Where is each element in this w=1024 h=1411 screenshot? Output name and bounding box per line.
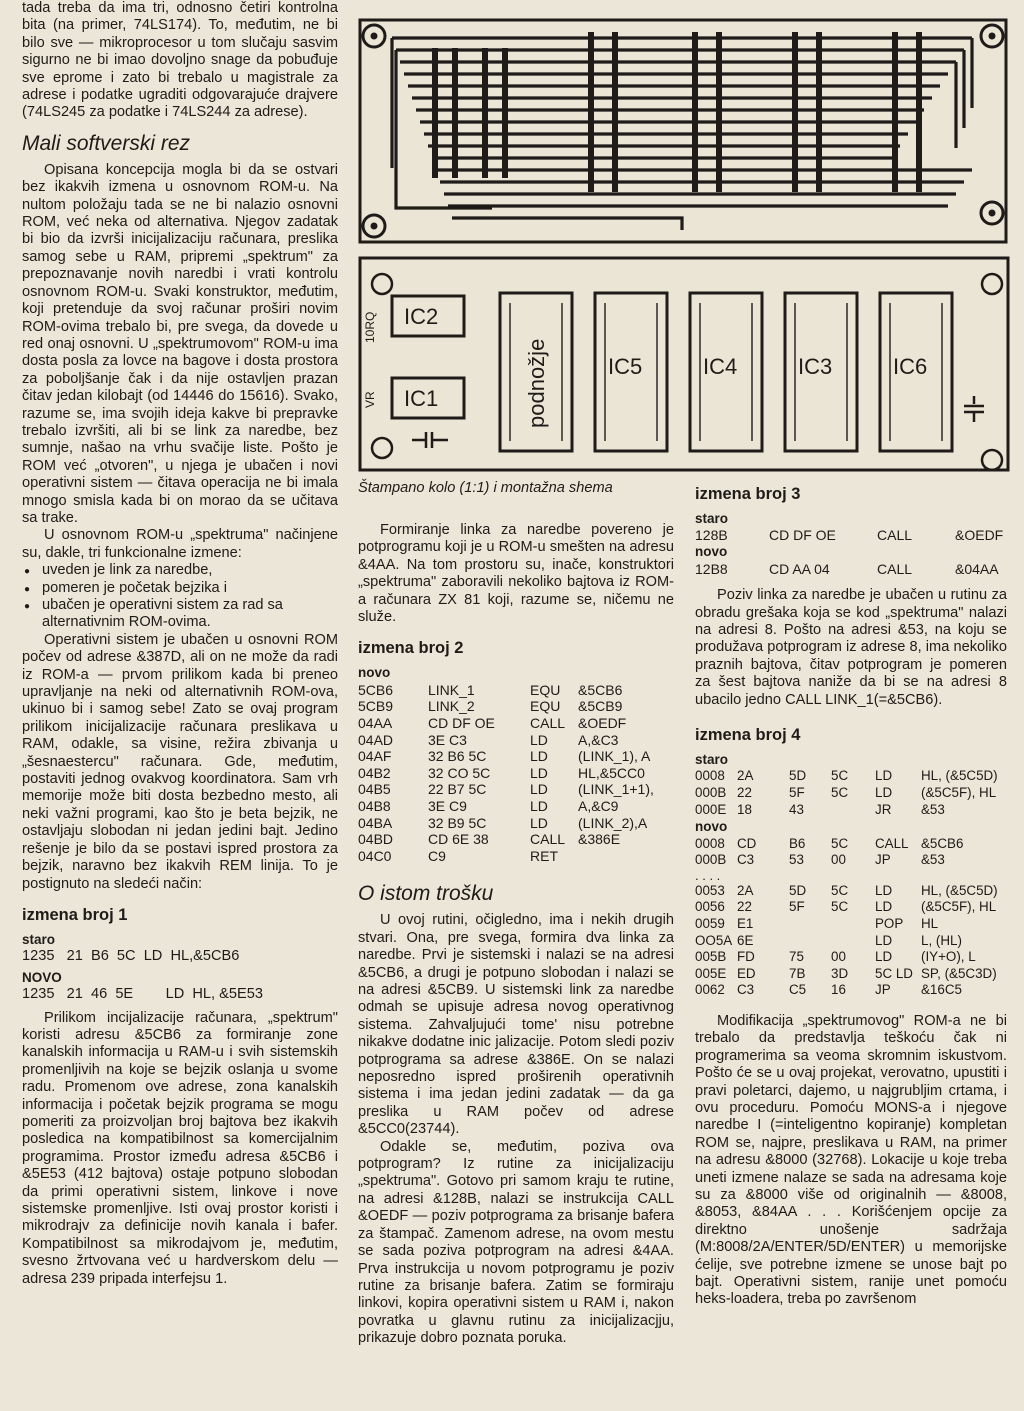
table-cell: LINK_1: [428, 681, 475, 698]
modification-4-title: izmena broj 4: [695, 726, 801, 745]
table-cell: 5CB9: [358, 698, 394, 715]
new-label: novo: [695, 819, 728, 835]
table-row: [695, 883, 1007, 900]
list-item: ● pomeren je početak bejzika i: [42, 580, 338, 597]
table-cell: &5CB6: [921, 835, 964, 851]
table-cell: &5CB6: [578, 681, 623, 698]
table-cell: (&5C5F), HL: [921, 899, 997, 915]
table-cell: C5: [789, 982, 807, 998]
pcb-side-label: VR: [363, 391, 377, 408]
paragraph: Operativni sistem je ubačen u osnovni ROM počev od adrese &387D, ali on ne može da radi iz ROM-a — prvom prilikom kada bi preneo upravljanje na neki od alternativnih ROM-ova, ukinuo bi i samog sebe! Zato se ovaj program prilikom inicijalizacije računara preslikava u RAM, odakle, sa visine, režira zbivanja u „šesnaestercu" računara. Gde, međutim, postaviti jednog ovakvog koordinatora. Sam vrh memorije može biti dosta bezbedno mesto, ali neki važni programi, kao što je beta bejzik, ne ostavljaju slobodan ni jedan jedini bajt. Jedino rešenje je bilo da se postavi ispred prostora za bejzik, naravno bez ikakvih REM linija. To je postignuto na sledeći način:: [22, 631, 338, 892]
table-cell: LD: [530, 764, 548, 781]
table-cell: 04C0: [358, 847, 392, 864]
table-cell: [789, 916, 831, 933]
table-cell: LD: [875, 882, 893, 898]
table-cell: POP: [875, 916, 904, 931]
paragraph: U ovoj rutini, očigledno, ima i nekih drugih stvari. Ona, pre svega, formira dva linka za naredbe. Prvi je sistemski i nalazi se na adresi &5CB6, a drugi je potpuno slobodan i nalazi se na adresi &5CB9. U sistemski link za naredbe odmah se upisuje adresa novog operativnog sistema. Zahvaljujući tome' nisu potrebne nikakve dodatne inic jalizacije. Potom sledi poziv potprograma sa adrese &386E. On se nalazi neposredno ispred proširenih operativnih sistema i ima jedan jedini zadatak — da ga preslika u RAM počev od adrese &5CC0(23744).: [358, 912, 674, 1138]
table-cell: [789, 933, 831, 950]
table-cell: 3E C3: [428, 731, 467, 748]
table-row: [358, 748, 654, 765]
table-cell: 12B8: [695, 560, 728, 577]
code-table: [695, 527, 1007, 577]
table-row: [358, 715, 654, 732]
table-cell: 3E C9: [428, 798, 467, 814]
table-cell: OO5A: [695, 932, 733, 948]
table-cell: 32 B6 5C: [428, 748, 487, 765]
table-cell: 0008: [695, 768, 725, 784]
new-label: novo: [695, 544, 728, 559]
table-row: [358, 781, 654, 798]
table-cell: LD: [875, 785, 893, 801]
table-cell: 5C: [831, 768, 849, 784]
table-cell: 5C LD: [875, 965, 913, 981]
table-cell: CALL: [875, 835, 909, 851]
figure-caption: Štampano kolo (1:1) i montažna shema: [358, 480, 613, 496]
table-cell: 04AF: [358, 748, 392, 765]
paragraph: Opisana koncepcija mogla bi da se ostvari bez ikakvih izmena u osnovnom ROM-u. Na nultom položaju tada se ne bi nalazio osnovni ROM, već neka od alternativa. Njegov zadatak bi bio da izvrši inicijalizaciju računara, preslika samog sebe u RAM, pripremi „spektrum" za prepoznavanje novih naredbi i vrati kontrolu osnovnom ROM-u. Svaki konstruktor, međutim, koji pretenduje da svoj računar proširi novim ROM-ovima trebalo bi, pre svega, da dovede u red onaj osnovni. U „spektrumovom" ROM-u ima dosta posla za lovce na bagove i dosta prostora za poboljšanje čak i da nije ostavljen prazan čitav jedan kilobajt (od 14446 do 15616). Svako, razume se, ima svojih ideja kakve bi prepravke trebalo izvršiti, ali bi se link za naredbe, bez sumnje, našao na vrhu svačije liste. Pošto je ROM već „otvoren", u njega je ubačen i novi operativni sistem — čitava operacija ne bi imala mnogo smisla kada bi on morao da se učitava sa trake.: [22, 161, 338, 526]
ic-label: IC2: [404, 304, 439, 329]
table-cell: 00: [831, 949, 846, 965]
table-row: [695, 527, 1007, 544]
table-cell: 43: [789, 801, 804, 817]
table-cell: &386E: [578, 831, 621, 848]
table-cell: CALL: [530, 831, 566, 848]
table-cell: [831, 916, 875, 933]
table-cell: ED: [737, 965, 756, 981]
ic-label: podnožje: [524, 338, 549, 428]
table-cell: 0056: [695, 899, 725, 915]
table-cell: 5F: [789, 785, 805, 801]
table-row: [695, 836, 1007, 853]
table-cell: JR: [875, 801, 892, 817]
table-cell: &04AA: [955, 560, 999, 577]
list-item: ● uveden je link za naredbe,: [42, 562, 338, 579]
new-label: novo: [358, 665, 391, 681]
table-cell: CD DF OE: [769, 527, 836, 544]
column-3: [695, 484, 1007, 1309]
ic-label: IC4: [703, 354, 738, 379]
table-cell: LD: [530, 731, 548, 748]
table-cell: 32 CO 5C: [428, 764, 491, 781]
table-row: [358, 765, 654, 782]
table-cell: 22: [737, 785, 752, 801]
table-cell: CD AA 04: [769, 560, 830, 577]
table-row: [695, 561, 1007, 578]
table-cell: 7B: [789, 965, 806, 981]
table-cell: 04B2: [358, 764, 391, 781]
table-cell: 000B: [695, 785, 727, 801]
new-label: NOVO: [22, 969, 62, 985]
table-row: [358, 831, 654, 848]
code-line: 1235 21 B6 5C LD HL,&5CB6: [22, 948, 240, 965]
table-cell: LINK_2: [428, 698, 475, 715]
table-cell: CALL: [877, 527, 913, 544]
table-cell: 04AD: [358, 731, 394, 748]
table-cell: CALL: [877, 560, 913, 577]
table-cell: &16C5: [921, 982, 962, 998]
column-1: [22, 0, 338, 1288]
table-cell: 0008: [695, 835, 725, 851]
code-ellipsis: . . . .: [695, 867, 721, 883]
table-row: [358, 848, 654, 865]
table-cell: CALL: [530, 715, 566, 732]
section-heading-o-istom-trosku: O istom trošku: [358, 882, 494, 906]
table-cell: CD 6E 38: [428, 831, 489, 848]
table-cell: &OEDF: [955, 527, 1004, 544]
table-cell: 16: [831, 982, 846, 998]
modification-1-title: izmena broj 1: [22, 905, 128, 924]
table-cell: 04AA: [358, 715, 393, 732]
table-cell: LD: [530, 814, 548, 831]
table-cell: (LINK_2),A: [578, 814, 648, 831]
table-cell: LD: [875, 899, 893, 915]
table-cell: JP: [875, 982, 891, 998]
table-cell: &OEDF: [578, 715, 627, 732]
pcb-component-side: [360, 258, 1008, 470]
table-row: [695, 966, 1007, 983]
table-cell: 5D: [789, 882, 807, 898]
pcb-copper-side: [360, 20, 1006, 242]
table-cell: [578, 848, 654, 865]
table-cell: E1: [737, 916, 754, 931]
table-cell: 5CB6: [358, 681, 394, 698]
table-cell: [831, 802, 875, 819]
code-line: 1235 21 46 5E LD HL, &5E53: [22, 986, 263, 1003]
table-cell: 04BD: [358, 831, 394, 848]
table-cell: &53: [921, 852, 945, 868]
table-cell: HL: [921, 916, 939, 931]
paragraph: Poziv linka za naredbe je ubačen u rutinu za obradu grešaka koja se kod „spektruma" nalazi na adresi 8. Pošto na adresi &53, na koju se produžava potprogram iz adrese 8, ima nekoliko praznih bajtova, čitav potprogram je pomeren za šest bajtova naniže da bi se na adresi 8 ubacilo jedno CALL LINK_1(=&5CB6).: [695, 587, 1007, 708]
table-cell: 75: [789, 949, 804, 965]
old-label: staro: [695, 752, 729, 768]
table-row: [695, 785, 1007, 802]
ic-label: IC6: [893, 354, 928, 379]
table-row: [358, 698, 654, 715]
table-cell: &5CB9: [578, 698, 623, 715]
table-cell: JP: [875, 852, 891, 868]
table-cell: LD: [875, 768, 893, 784]
table-cell: 6E: [737, 932, 754, 948]
ic-label: IC3: [798, 354, 833, 379]
paragraph: Prilikom incijalizacije računara, „spektrum" koristi adresu &5CB6 za formiranje zone kanalskih informacija u RAM-u i svih sistemskih promenljivih na koje se bejzik oslanja u svome radu. Promenom ove adrese, zona kanalskih informacija i početak bejzik programa se mogu pomeriti za proizvoljan broj bajtova bez ikakvih posledica na kompatibilnost sa komercijalnim programima. Prostor između adresa &5CB6 i &5E53 (412 bajtova) ostaje potpuno slobodan da primi operativni sistem, linkove i nove sistemske promenljive. Isti ovaj prostor koristi i mikrodrajv za definicije novih kanala i bafer. Kompatibilnost sa mikrodajvom je, međutim, svesno žrtvovana već u hardverskom delu — adresa 239 pripada interfejsu 1.: [22, 1009, 338, 1287]
paragraph: Formiranje linka za naredbe povereno je potprogramu koji je u ROM-u smešten na adresu &4AA. Na tom prostoru su, inače, konstruktori „spektruma" zaboravili nekoliko bajtova iz ROM-a računara ZX 81 koji, razume se, ničemu ne služe.: [358, 522, 674, 626]
table-cell: C9: [428, 847, 446, 864]
pcb-layout-figure: [352, 8, 1018, 478]
table-cell: CD: [737, 835, 757, 851]
table-cell: 04B5: [358, 781, 391, 798]
modification-3-title: izmena broj 3: [695, 485, 801, 503]
table-cell: 53: [789, 852, 804, 868]
table-row: [695, 949, 1007, 966]
table-cell: 128B: [695, 527, 728, 544]
table-cell: 04BA: [358, 814, 393, 831]
table-cell: SP, (&5C3D): [921, 965, 997, 981]
table-cell: 005E: [695, 965, 727, 981]
table-cell: A,&C3: [578, 731, 619, 748]
table-cell: CD DF OE: [428, 715, 495, 732]
table-cell: LD: [530, 748, 548, 765]
table-cell: C3: [737, 852, 755, 868]
table-cell: 3D: [831, 965, 849, 981]
table-cell: (&5C5F), HL: [921, 785, 997, 801]
table-cell: EQU: [530, 681, 561, 698]
table-cell: [831, 933, 875, 950]
table-cell: 18: [737, 801, 752, 817]
table-cell: LD: [875, 949, 893, 965]
table-cell: 04B8: [358, 798, 391, 814]
table-cell: C3: [737, 982, 755, 998]
paragraph: U osnovnom ROM-u „spektruma" načinjene su, dakle, tri funkcionalne izmene:: [22, 527, 338, 561]
paragraph: Odakle se, međutim, poziva ova potprogram? Iz rutine za inicijalizaciju „spektruma". Gotovo pri samom kraju te rutine, na adresi &128B, nalazi se instrukcija CALL &OEDF — poziv potprograma za brisanje bafera za štampač. Zamenom adrese, na ovom mestu se sada poziva potprogram na adresi &4AA. Prva instrukcija u novom potprogramu je poziv rutine za brisanje bafera. Zatim se formiraju linkovi, kopira operativni sistem u RAM i, nakon povratka u glavnu rutinu za inicijalizacjju, prikazuje dobro poznata poruka.: [358, 1138, 674, 1347]
table-cell: 32 B9 5C: [428, 814, 487, 831]
table-cell: 0062: [695, 982, 725, 998]
table-cell: LD: [875, 932, 893, 948]
table-cell: 0059: [695, 916, 725, 931]
table-cell: LD: [530, 798, 548, 814]
intro-paragraph: tada treba da ima tri, odnosno četiri kontrolna bita (na primer, 74LS174). To, međutim, ne bi bilo sve — mikroprocesor u tom slučaju sasvim sigurno ne bi imao dovoljno snage da pobuđuje sve eprome i zato bi trebalo u magistrale za adrese i podatke ugraditi odgovarajuće drajvere (74LS245 za podatke i 74LS244 za adrese).: [22, 0, 338, 121]
code-table: [695, 768, 1007, 818]
table-row: [358, 798, 654, 815]
code-table: [358, 682, 654, 865]
table-cell: 0053: [695, 882, 725, 898]
table-row: [695, 933, 1007, 950]
table-cell: 5C: [831, 835, 849, 851]
table-cell: RET: [530, 847, 558, 864]
table-cell: 5D: [789, 768, 807, 784]
column-2: [358, 522, 674, 1348]
table-cell: 22: [737, 899, 752, 915]
table-cell: (LINK_1+1),: [578, 781, 654, 798]
code-table: [695, 836, 1007, 869]
table-cell: EQU: [530, 698, 561, 715]
table-row: [695, 852, 1007, 869]
old-label: staro: [22, 931, 56, 947]
table-cell: 5C: [831, 882, 849, 898]
table-cell: HL,&5CC0: [578, 764, 645, 781]
table-cell: 22 B7 5C: [428, 781, 487, 798]
table-row: [358, 732, 654, 749]
table-cell: L, (HL): [921, 932, 962, 948]
old-label: staro: [695, 511, 729, 526]
table-cell: 005B: [695, 949, 727, 965]
table-cell: (LINK_1), A: [578, 748, 651, 765]
code-table: [695, 883, 1007, 999]
pcb-side-label: 10RQ: [363, 311, 377, 343]
table-row: [695, 982, 1007, 999]
modification-2-title: izmena broj 2: [358, 639, 464, 658]
table-row: [358, 815, 654, 832]
table-cell: 5C: [831, 899, 849, 915]
ic-label: IC5: [608, 354, 643, 379]
ic-label: IC1: [404, 386, 439, 411]
table-cell: 000E: [695, 801, 727, 817]
table-cell: HL, (&5C5D): [921, 768, 998, 784]
table-cell: 5F: [789, 899, 805, 915]
bullet-list: [22, 562, 338, 632]
table-cell: 000B: [695, 852, 727, 868]
table-cell: &53: [921, 801, 945, 817]
table-cell: FD: [737, 949, 755, 965]
table-cell: B6: [789, 835, 806, 851]
table-cell: 5C: [831, 785, 849, 801]
table-cell: 2A: [737, 768, 754, 784]
table-row: [358, 682, 654, 699]
paragraph: Modifikacija „spektrumovog" ROM-a ne bi trebalo da predstavlja teškoću čak ni programerima sa veoma skromnim iskustvom. Pošto će se u ovaj projekat, verovatno, upustiti i pravi poletarci, dajemo, u najgrubljim crtama, i ovu proceduru. Pomoću MONS-a i njegove naredbe I (=inteligentno kopiranje) kompletan ROM se, najpre, preslikava u RAM, na primer na adresu &8000 (32768). Lokacije u koje treba uneti izmene nalaze se sada na adresama koje su za &8000 više od originalnih — &8008, &8053, &84AA . . . Korišćenjem opcije za direktno unošenje sadržaja (M:8008/2A/ENTER/5D/ENTER) u memorijske ćelije, sve potrebne izmene se unose bajt po bajt. Operativni sistem, ranije unet pomoću heks-loadera, treba po završenom: [695, 1012, 1007, 1308]
table-cell: HL, (&5C5D): [921, 882, 998, 898]
table-row: [695, 916, 1007, 933]
table-cell: LD: [530, 781, 548, 798]
table-cell: 00: [831, 852, 846, 868]
table-row: [695, 802, 1007, 819]
section-heading-mali-softverski-rez: Mali softverski rez: [22, 131, 191, 155]
table-cell: (IY+O), L: [921, 949, 976, 965]
table-cell: A,&C9: [578, 798, 619, 814]
table-cell: 2A: [737, 882, 754, 898]
table-row: [695, 768, 1007, 785]
list-item: ● ubačen je operativni sistem za rad sa alternativnim ROM-ovima.: [42, 597, 338, 632]
table-row: [695, 899, 1007, 916]
